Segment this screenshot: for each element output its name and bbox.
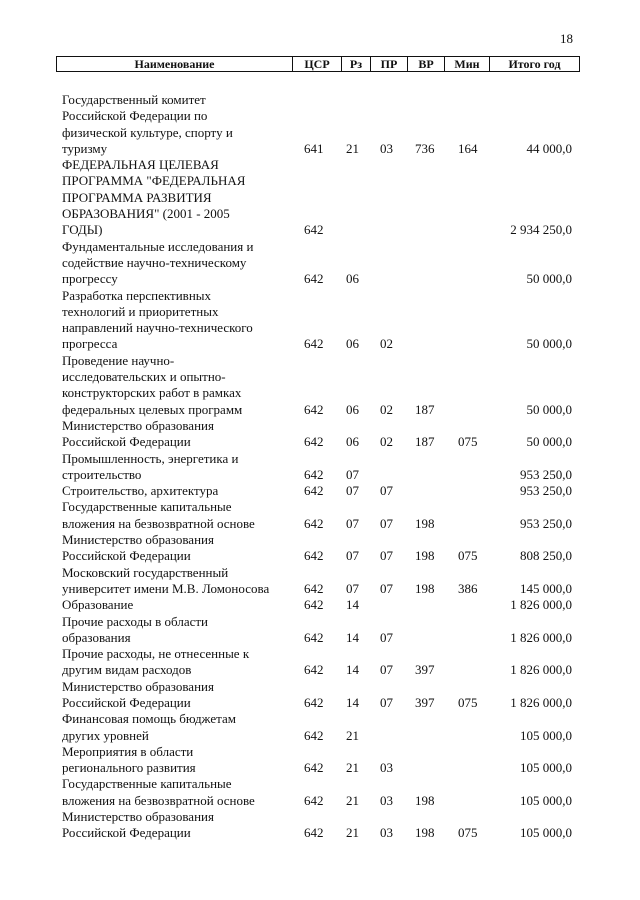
row-total: 953 250,0 bbox=[520, 466, 572, 482]
row-total: 50 000,0 bbox=[526, 434, 572, 450]
row-csr: 642 bbox=[304, 825, 324, 841]
row-rz: 07 bbox=[346, 466, 359, 482]
row-rz: 07 bbox=[346, 515, 359, 531]
row-rz: 07 bbox=[346, 483, 359, 499]
row-csr: 642 bbox=[304, 515, 324, 531]
row-rz: 21 bbox=[346, 825, 359, 841]
row-name: Мероприятия в области регионального развития bbox=[62, 743, 196, 776]
row-name: Разработка перспективных технологий и приоритетных направлений научно-технического прогресса bbox=[62, 287, 253, 352]
row-name: Прочие расходы в области образования bbox=[62, 613, 209, 645]
row-rz: 14 bbox=[346, 694, 359, 710]
row-total: 1 826 000,0 bbox=[510, 597, 572, 613]
header-name: Наименование bbox=[57, 57, 293, 71]
row-csr: 642 bbox=[304, 483, 324, 499]
row-total: 44 000,0 bbox=[526, 140, 572, 156]
row-name: Образование bbox=[62, 597, 134, 613]
row-pr: 03 bbox=[380, 760, 393, 776]
row-csr: 642 bbox=[304, 434, 324, 450]
row-csr: 642 bbox=[304, 629, 324, 645]
row-pr: 07 bbox=[380, 629, 393, 645]
row-total: 808 250,0 bbox=[520, 548, 572, 564]
table-row bbox=[0, 679, 640, 712]
row-min: 386 bbox=[458, 580, 478, 596]
row-csr: 642 bbox=[304, 548, 324, 564]
row-name: Прочие расходы, не отнесенные к другим видам расходов bbox=[62, 646, 250, 678]
row-total: 2 934 250,0 bbox=[510, 222, 572, 238]
row-vr: 397 bbox=[415, 694, 435, 710]
row-name: Московский государственный университет имени М.В. Ломоносова bbox=[62, 564, 270, 596]
row-name: Министерство образования Российской Федерации bbox=[62, 532, 214, 564]
row-pr: 07 bbox=[380, 662, 393, 678]
row-vr: 397 bbox=[415, 662, 435, 678]
table-row bbox=[0, 499, 640, 532]
row-total: 105 000,0 bbox=[520, 760, 572, 776]
table-row bbox=[0, 288, 640, 353]
row-pr: 07 bbox=[380, 515, 393, 531]
row-csr: 642 bbox=[304, 662, 324, 678]
row-total: 953 250,0 bbox=[520, 515, 572, 531]
row-csr: 642 bbox=[304, 466, 324, 482]
row-name: Государственные капитальные вложения на безвозвратной основе bbox=[62, 499, 255, 531]
row-csr: 642 bbox=[304, 597, 324, 613]
table-row bbox=[0, 614, 640, 647]
table-row bbox=[0, 483, 640, 499]
table-row bbox=[0, 157, 640, 238]
table-row bbox=[0, 565, 640, 598]
row-total: 145 000,0 bbox=[520, 580, 572, 596]
table-row bbox=[0, 646, 640, 679]
row-csr: 642 bbox=[304, 271, 324, 287]
row-total: 1 826 000,0 bbox=[510, 662, 572, 678]
row-min: 075 bbox=[458, 694, 478, 710]
row-csr: 642 bbox=[304, 694, 324, 710]
row-csr: 642 bbox=[304, 222, 324, 238]
row-rz: 21 bbox=[346, 760, 359, 776]
row-name: Министерство образования Российской Федерации bbox=[62, 678, 214, 710]
row-name: ФЕДЕРАЛЬНАЯ ЦЕЛЕВАЯ ПРОГРАММА "ФЕДЕРАЛЬНАЯ ПРОГРАММА РАЗВИТИЯ ОБРАЗОВАНИЯ" (2001 - 2005 ГОДЫ) bbox=[62, 157, 246, 238]
row-vr: 187 bbox=[415, 434, 435, 450]
row-name: Проведение научно- исследовательских и опытно- конструкторских работ в рамках федеральных целевых программ bbox=[62, 352, 243, 417]
table-row bbox=[0, 809, 640, 842]
row-pr: 07 bbox=[380, 548, 393, 564]
row-vr: 736 bbox=[415, 140, 435, 156]
table-row bbox=[0, 451, 640, 484]
row-min: 075 bbox=[458, 434, 478, 450]
header-rz: Рз bbox=[342, 57, 371, 71]
row-name: Министерство образования Российской Федерации bbox=[62, 809, 214, 841]
header-csr: ЦСР bbox=[293, 57, 342, 71]
row-name: Финансовая помощь бюджетам других уровней bbox=[62, 711, 236, 743]
table-row bbox=[0, 744, 640, 777]
row-csr: 642 bbox=[304, 792, 324, 808]
row-name: Государственные капитальные вложения на безвозвратной основе bbox=[62, 776, 255, 808]
row-rz: 21 bbox=[346, 727, 359, 743]
row-rz: 21 bbox=[346, 792, 359, 808]
row-vr: 198 bbox=[415, 792, 435, 808]
row-vr: 198 bbox=[415, 515, 435, 531]
row-pr: 03 bbox=[380, 140, 393, 156]
row-name: Строительство, архитектура bbox=[62, 483, 219, 499]
row-name: Министерство образования Российской Федерации bbox=[62, 417, 214, 450]
row-pr: 07 bbox=[380, 483, 393, 499]
row-rz: 07 bbox=[346, 548, 359, 564]
row-vr: 198 bbox=[415, 548, 435, 564]
header-pr: ПР bbox=[371, 57, 408, 71]
table-row bbox=[0, 92, 640, 157]
row-csr: 642 bbox=[304, 336, 324, 352]
row-csr: 642 bbox=[304, 760, 324, 776]
row-name: Государственный комитет Российской Федерации по физической культуре, спорту и туризму bbox=[62, 92, 233, 156]
row-name: Промышленность, энергетика и строительство bbox=[62, 450, 239, 482]
header-vr: ВР bbox=[408, 57, 445, 71]
row-vr: 198 bbox=[415, 580, 435, 596]
page-number: 18 bbox=[560, 31, 573, 46]
row-vr: 198 bbox=[415, 825, 435, 841]
row-csr: 642 bbox=[304, 401, 324, 417]
table-row bbox=[0, 418, 640, 451]
row-rz: 06 bbox=[346, 401, 359, 417]
row-total: 1 826 000,0 bbox=[510, 694, 572, 710]
header-min: Мин bbox=[445, 57, 490, 71]
row-pr: 07 bbox=[380, 580, 393, 596]
row-rz: 14 bbox=[346, 629, 359, 645]
row-rz: 14 bbox=[346, 597, 359, 613]
row-pr: 02 bbox=[380, 401, 393, 417]
table-row bbox=[0, 597, 640, 613]
row-rz: 14 bbox=[346, 662, 359, 678]
row-total: 105 000,0 bbox=[520, 727, 572, 743]
row-rz: 06 bbox=[346, 434, 359, 450]
row-csr: 642 bbox=[304, 580, 324, 596]
row-total: 50 000,0 bbox=[526, 401, 572, 417]
table-row bbox=[0, 711, 640, 744]
table-header bbox=[56, 56, 580, 72]
row-total: 50 000,0 bbox=[526, 271, 572, 287]
row-vr: 187 bbox=[415, 401, 435, 417]
header-total: Итого год bbox=[508, 56, 561, 71]
row-total: 105 000,0 bbox=[520, 792, 572, 808]
row-rz: 21 bbox=[346, 140, 359, 156]
table-row bbox=[0, 532, 640, 565]
row-rz: 06 bbox=[346, 271, 359, 287]
row-min: 075 bbox=[458, 825, 478, 841]
row-name: Фундаментальные исследования и содействие научно-техническому прогрессу bbox=[62, 238, 254, 287]
table-body bbox=[0, 92, 640, 842]
row-total: 50 000,0 bbox=[526, 336, 572, 352]
row-total: 953 250,0 bbox=[520, 483, 572, 499]
row-csr: 641 bbox=[304, 140, 324, 156]
table-row bbox=[0, 353, 640, 418]
row-pr: 07 bbox=[380, 694, 393, 710]
row-min: 164 bbox=[458, 140, 478, 156]
row-pr: 02 bbox=[380, 434, 393, 450]
row-pr: 02 bbox=[380, 336, 393, 352]
table-row bbox=[0, 776, 640, 809]
row-min: 075 bbox=[458, 548, 478, 564]
row-csr: 642 bbox=[304, 727, 324, 743]
row-rz: 06 bbox=[346, 336, 359, 352]
row-pr: 03 bbox=[380, 825, 393, 841]
row-total: 105 000,0 bbox=[520, 825, 572, 841]
table-row bbox=[0, 239, 640, 288]
row-rz: 07 bbox=[346, 580, 359, 596]
row-pr: 03 bbox=[380, 792, 393, 808]
row-total: 1 826 000,0 bbox=[510, 629, 572, 645]
